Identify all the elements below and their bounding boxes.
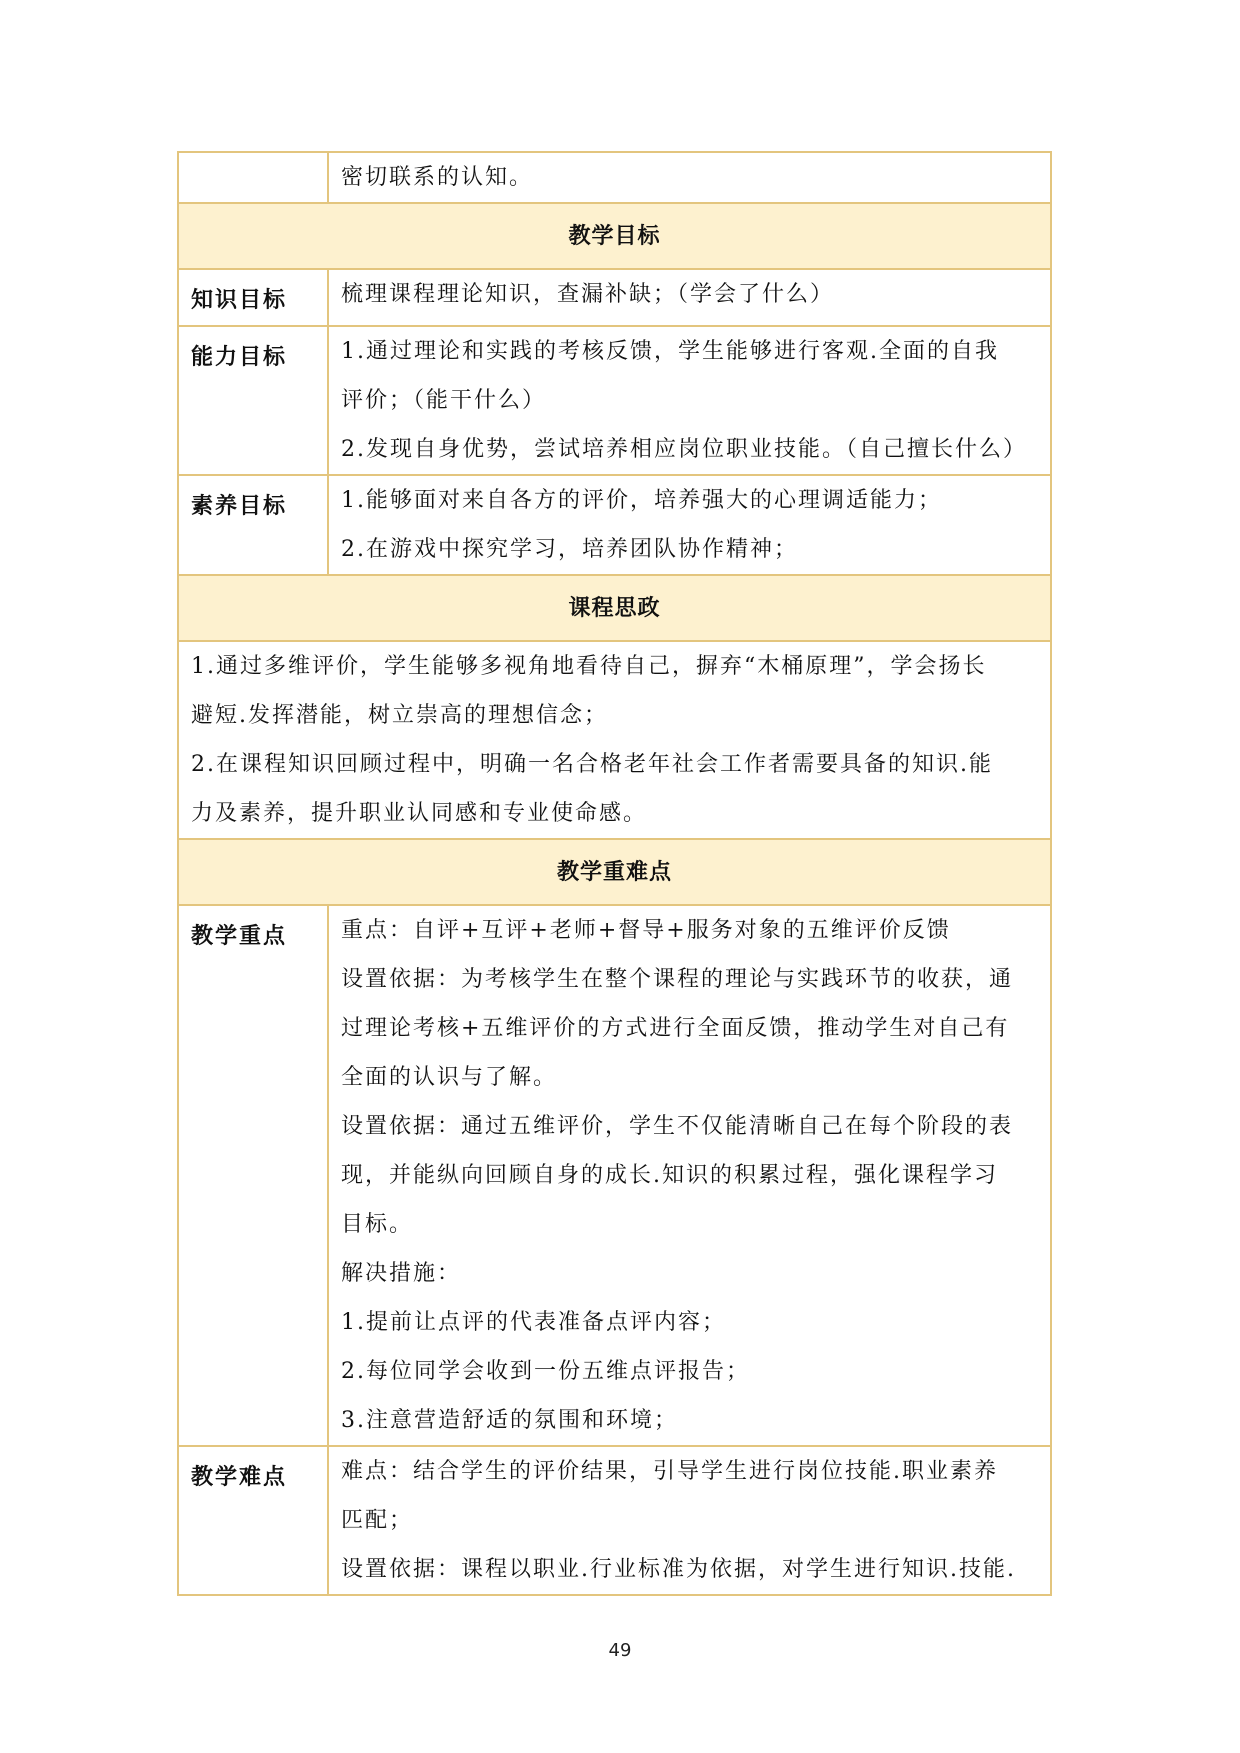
section-title-teaching-goals: 教学目标: [178, 203, 1051, 269]
cell-line: 1.通过多维评价，学生能够多视角地看待自己，摒弃“木桶原理”，学会扬长: [191, 654, 987, 679]
cell-line: 2.在游戏中探究学习，培养团队协作精神；: [341, 537, 798, 562]
section-title-ideology: 课程思政: [178, 575, 1051, 641]
table-row: [178, 1446, 1051, 1595]
row-label-knowledge: 知识目标: [178, 269, 328, 326]
cell-line: 重点：自评+互评+老师+督导+服务对象的五维评价反馈: [341, 918, 951, 943]
cell-line: 设置依据：通过五维评价，学生不仅能清晰自己在每个阶段的表: [341, 1114, 1014, 1139]
section-title-key-difficult: 教学重难点: [178, 839, 1051, 905]
cell-line: 2.在课程知识回顾过程中，明确一名合格老年社会工作者需要具备的知识.能: [191, 752, 993, 777]
key-point-cell: [328, 905, 1051, 1446]
difficult-point-cell: [328, 1446, 1051, 1595]
row-label-literacy: 素养目标: [178, 475, 328, 575]
cell-line: 避短.发挥潜能，树立崇高的理想信念；: [191, 703, 608, 728]
lesson-plan-table: [177, 151, 1052, 1596]
cell-line: 1.通过理论和实践的考核反馈，学生能够进行客观.全面的自我: [341, 339, 999, 364]
section-header-row: [178, 575, 1051, 641]
cell-text: 梳理课程理论知识，查漏补缺；（学会了什么）: [341, 282, 835, 307]
cell-line: 全面的认识与了解。: [341, 1065, 558, 1090]
cell-line: 设置依据：为考核学生在整个课程的理论与实践环节的收获，通: [341, 967, 1014, 992]
cell-line: 3.注意营造舒适的氛围和环境；: [341, 1408, 678, 1433]
cell-line: 现，并能纵向回顾自身的成长.知识的积累过程，强化课程学习: [341, 1163, 998, 1188]
continuation-cell: [328, 152, 1051, 203]
ability-cell: [328, 326, 1051, 475]
page-number: 49: [608, 1640, 632, 1661]
empty-label-cell: [178, 152, 328, 203]
row-label-ability: 能力目标: [178, 326, 328, 475]
ideology-cell: [178, 641, 1051, 839]
table-row: [178, 475, 1051, 575]
cell-text: 密切联系的认知。: [341, 165, 534, 190]
row-label-key-point: 教学重点: [178, 905, 328, 1446]
cell-line: 力及素养，提升职业认同感和专业使命感。: [191, 801, 648, 826]
table-row: [178, 905, 1051, 1446]
cell-line: 解决措施：: [341, 1261, 462, 1286]
table-row: [178, 152, 1051, 203]
section-header-row: [178, 203, 1051, 269]
row-label-difficult-point: 教学难点: [178, 1446, 328, 1595]
cell-line: 目标。: [341, 1212, 414, 1237]
cell-line: 2.发现自身优势，尝试培养相应岗位职业技能。（自己擅长什么）: [341, 437, 1027, 462]
cell-line: 难点：结合学生的评价结果，引导学生进行岗位技能.职业素养: [341, 1459, 998, 1484]
table-row: [178, 326, 1051, 475]
literacy-cell: [328, 475, 1051, 575]
section-header-row: [178, 839, 1051, 905]
cell-line: 评价；（能干什么）: [341, 388, 547, 413]
cell-line: 设置依据：课程以职业.行业标准为依据，对学生进行知识.技能.: [341, 1557, 1016, 1582]
cell-line: 1.能够面对来自各方的评价，培养强大的心理调适能力；: [341, 488, 942, 513]
cell-line: 匹配；: [341, 1508, 414, 1533]
cell-line: 过理论考核+五维评价的方式进行全面反馈，推动学生对自己有: [341, 1016, 1010, 1041]
knowledge-cell: [328, 269, 1051, 326]
table-row: [178, 641, 1051, 839]
cell-line: 1.提前让点评的代表准备点评内容；: [341, 1310, 726, 1335]
cell-line: 2.每位同学会收到一份五维点评报告；: [341, 1359, 750, 1384]
table-row: [178, 269, 1051, 326]
